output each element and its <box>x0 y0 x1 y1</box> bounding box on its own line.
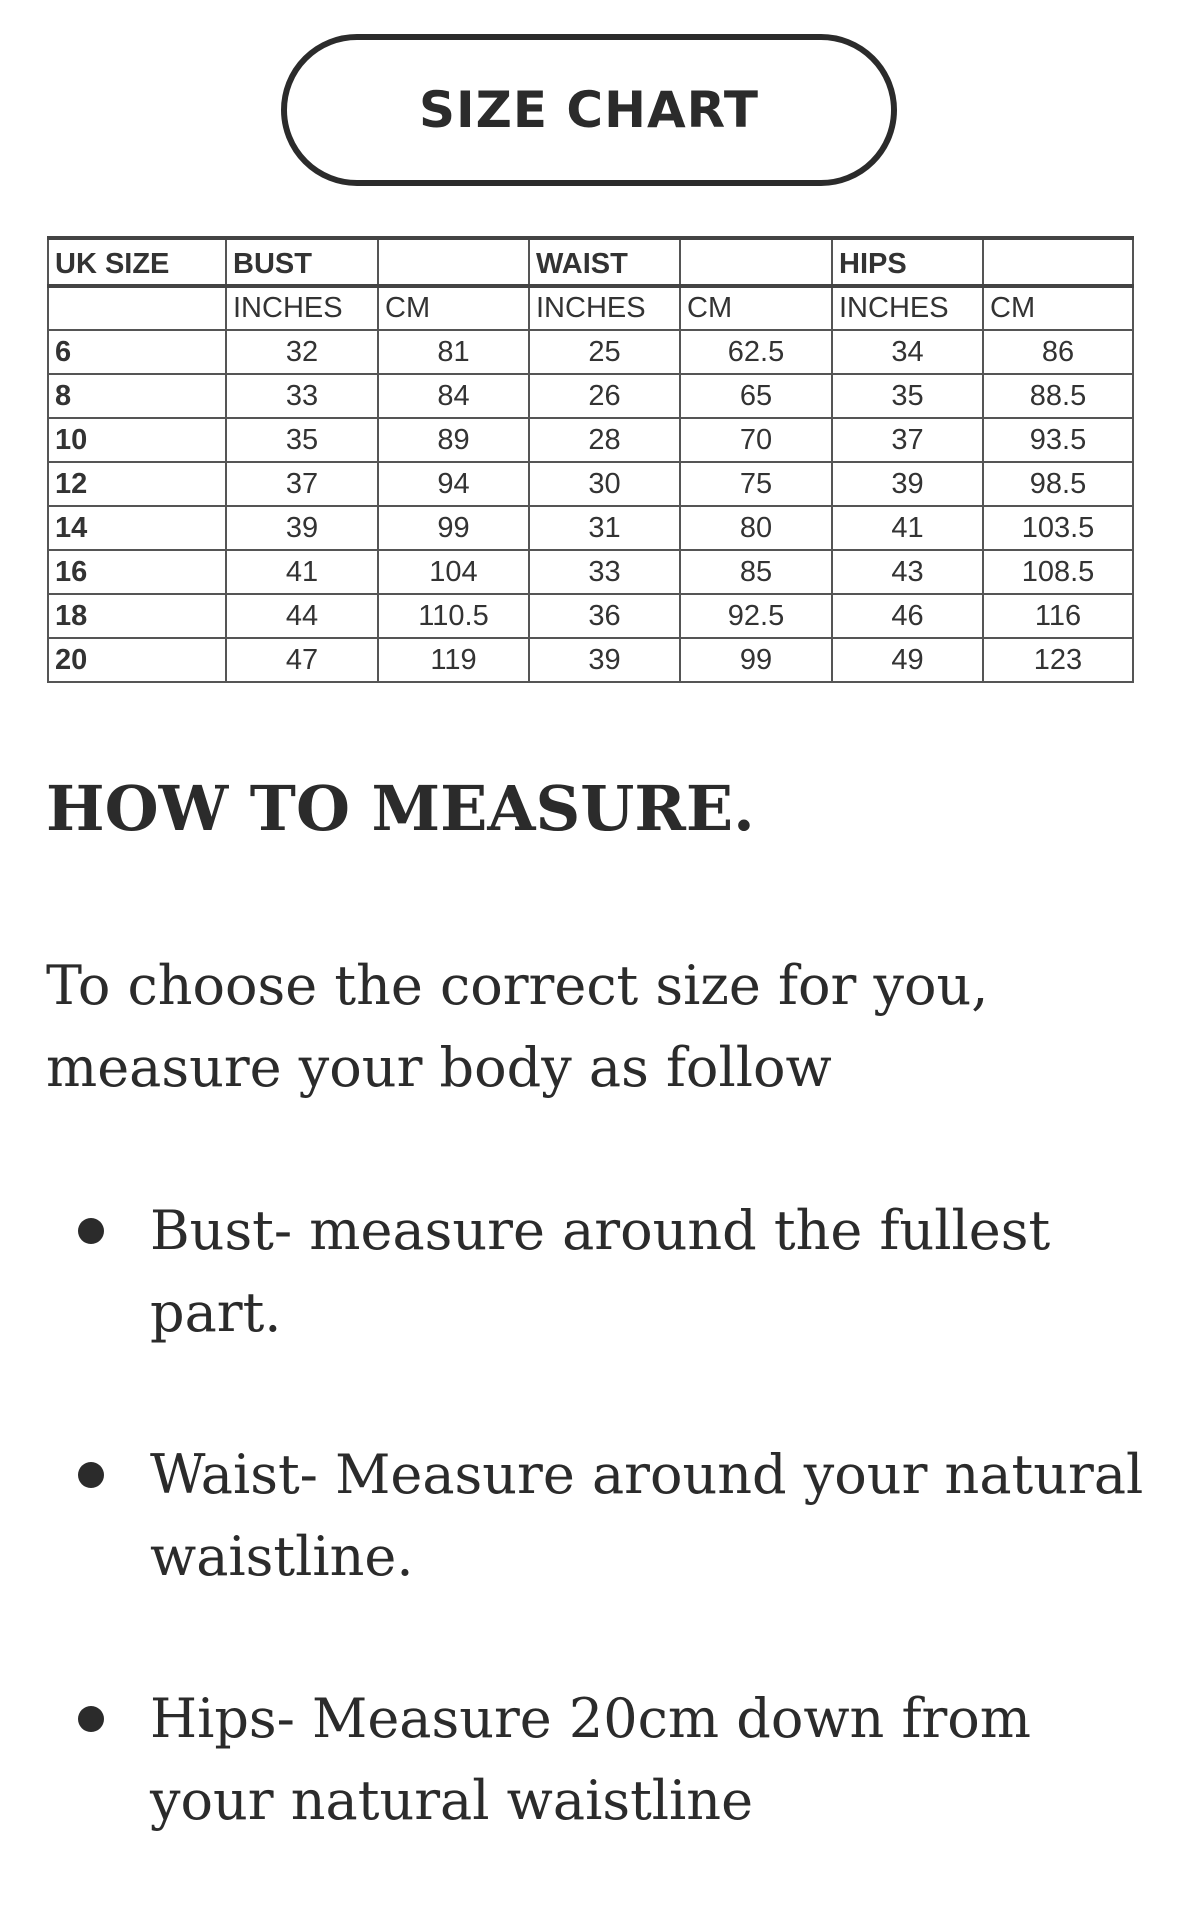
how-to-measure-heading: HOW TO MEASURE. <box>46 772 755 845</box>
table-unit-header: CM <box>983 286 1133 330</box>
table-cell: 37 <box>832 418 983 462</box>
table-cell-size: 18 <box>48 594 226 638</box>
size-chart-title: SIZE CHART <box>281 34 897 186</box>
table-cell: 108.5 <box>983 550 1133 594</box>
table-group-header <box>680 238 832 286</box>
table-row <box>48 418 1133 462</box>
list-item-text: Waist- Measure around your natural waistline. <box>150 1443 1144 1588</box>
table-cell-size: 12 <box>48 462 226 506</box>
table-group-header <box>983 238 1133 286</box>
table-cell: 94 <box>378 462 529 506</box>
bullet-icon <box>78 1706 104 1732</box>
table-cell: 46 <box>832 594 983 638</box>
table-cell: 33 <box>529 550 680 594</box>
table-cell: 36 <box>529 594 680 638</box>
table-cell-size: 6 <box>48 330 226 374</box>
table-row <box>48 638 1133 682</box>
bullet-icon <box>78 1218 104 1244</box>
table-cell: 47 <box>226 638 378 682</box>
table-row <box>48 594 1133 638</box>
table-cell: 49 <box>832 638 983 682</box>
table-cell: 86 <box>983 330 1133 374</box>
table-unit-header: INCHES <box>226 286 378 330</box>
table-cell: 70 <box>680 418 832 462</box>
table-group-header: HIPS <box>832 238 983 286</box>
table-cell: 39 <box>226 506 378 550</box>
table-unit-header-row <box>48 286 1133 330</box>
table-cell: 98.5 <box>983 462 1133 506</box>
table-cell: 35 <box>832 374 983 418</box>
table-cell: 41 <box>832 506 983 550</box>
list-item <box>0 1678 1189 1842</box>
table-row <box>48 462 1133 506</box>
table-cell: 80 <box>680 506 832 550</box>
table-cell: 39 <box>832 462 983 506</box>
table-cell: 39 <box>529 638 680 682</box>
table-cell: 75 <box>680 462 832 506</box>
table-cell: 44 <box>226 594 378 638</box>
measure-intro-text: To choose the correct size for you, measure your body as follow <box>46 954 989 1099</box>
table-cell: 33 <box>226 374 378 418</box>
table-cell: 123 <box>983 638 1133 682</box>
table-cell: 92.5 <box>680 594 832 638</box>
table-row <box>48 506 1133 550</box>
table-cell: 43 <box>832 550 983 594</box>
table-cell: 65 <box>680 374 832 418</box>
table-unit-header <box>48 286 226 330</box>
table-row <box>48 330 1133 374</box>
list-item <box>0 1190 1189 1354</box>
table-unit-header: CM <box>378 286 529 330</box>
table-cell-size: 14 <box>48 506 226 550</box>
measure-instructions-list <box>0 1190 1189 1922</box>
table-cell-size: 10 <box>48 418 226 462</box>
table-cell: 32 <box>226 330 378 374</box>
table-cell: 119 <box>378 638 529 682</box>
table-cell: 84 <box>378 374 529 418</box>
table-group-header-row <box>48 238 1133 286</box>
table-row <box>48 550 1133 594</box>
list-item-text: Hips- Measure 20cm down from your natural waistline <box>150 1687 1032 1832</box>
table-cell: 35 <box>226 418 378 462</box>
table-cell: 103.5 <box>983 506 1133 550</box>
table-cell: 28 <box>529 418 680 462</box>
table-cell: 85 <box>680 550 832 594</box>
table-cell: 31 <box>529 506 680 550</box>
table-group-header: WAIST <box>529 238 680 286</box>
table-cell: 37 <box>226 462 378 506</box>
table-group-header: BUST <box>226 238 378 286</box>
table-cell: 99 <box>378 506 529 550</box>
table-cell-size: 16 <box>48 550 226 594</box>
table-row <box>48 374 1133 418</box>
table-unit-header: INCHES <box>832 286 983 330</box>
table-cell: 110.5 <box>378 594 529 638</box>
list-item-text: Bust- measure around the fullest part. <box>150 1199 1051 1344</box>
table-unit-header: INCHES <box>529 286 680 330</box>
list-item <box>0 1434 1189 1598</box>
table-cell: 30 <box>529 462 680 506</box>
table-cell: 104 <box>378 550 529 594</box>
table-cell: 26 <box>529 374 680 418</box>
table-cell: 89 <box>378 418 529 462</box>
bullet-icon <box>78 1462 104 1488</box>
table-unit-header: CM <box>680 286 832 330</box>
table-cell: 34 <box>832 330 983 374</box>
table-group-header <box>378 238 529 286</box>
table-group-header: UK SIZE <box>48 238 226 286</box>
size-chart-table <box>47 236 1134 683</box>
table-cell: 116 <box>983 594 1133 638</box>
table-cell: 62.5 <box>680 330 832 374</box>
table-cell: 25 <box>529 330 680 374</box>
table-cell-size: 20 <box>48 638 226 682</box>
table-cell: 88.5 <box>983 374 1133 418</box>
table-cell-size: 8 <box>48 374 226 418</box>
table-cell: 41 <box>226 550 378 594</box>
table-cell: 81 <box>378 330 529 374</box>
table-cell: 99 <box>680 638 832 682</box>
table-cell: 93.5 <box>983 418 1133 462</box>
